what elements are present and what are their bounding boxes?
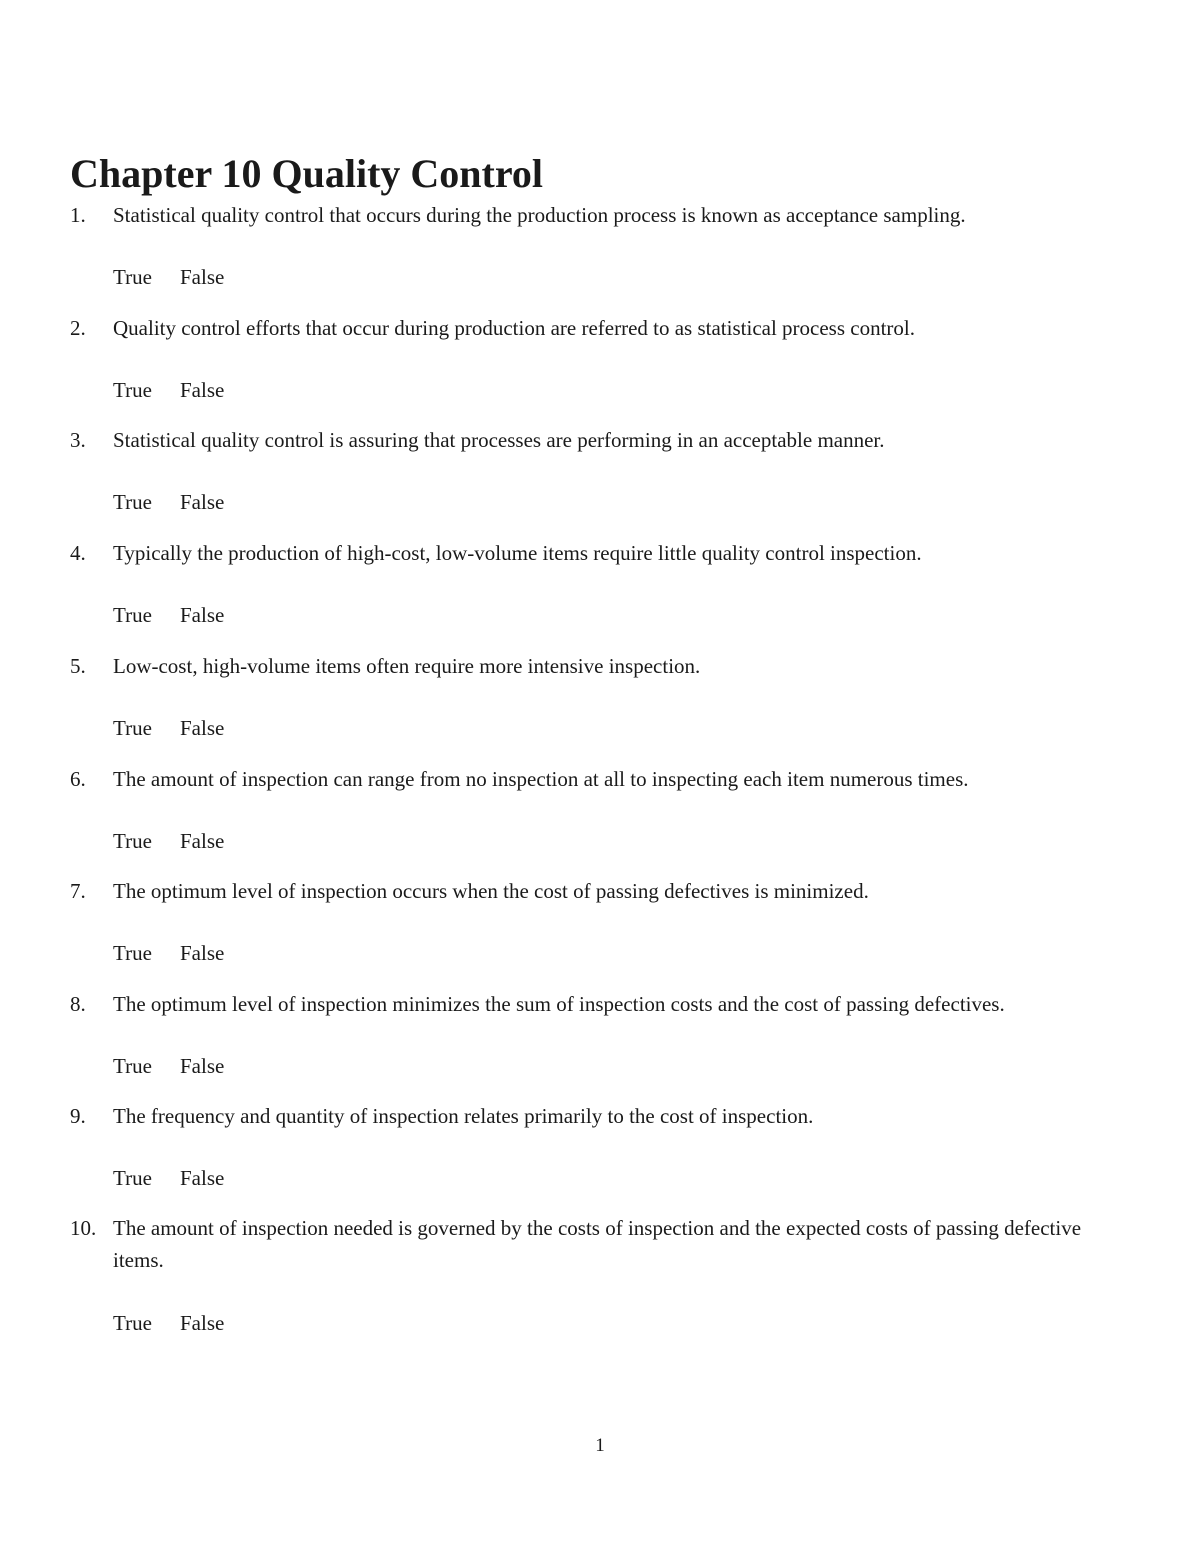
question-number: 6. <box>70 767 86 791</box>
question-text: Statistical quality control is assuring that processes are performing in an acceptable manner. <box>113 428 885 452</box>
question-number: 3. <box>70 428 86 452</box>
true-false-options <box>113 486 224 518</box>
question-text: The frequency and quantity of inspection relates primarily to the cost of inspection. <box>113 1104 814 1128</box>
question-text: Statistical quality control that occurs during the production process is known as acceptance sampling. <box>113 203 966 227</box>
option-false[interactable]: False <box>180 1054 225 1078</box>
option-true[interactable]: True <box>113 265 152 289</box>
chapter-title: Chapter 10 Quality Control <box>70 151 543 196</box>
question-number: 5. <box>70 654 86 678</box>
question-number: 7. <box>70 879 86 903</box>
option-true[interactable]: True <box>113 941 152 965</box>
option-true[interactable]: True <box>113 490 152 514</box>
option-false[interactable]: False <box>180 716 225 740</box>
option-true[interactable]: True <box>113 829 152 853</box>
option-false[interactable]: False <box>180 490 225 514</box>
question-text: The optimum level of inspection occurs when the cost of passing defectives is minimized. <box>113 879 869 903</box>
question-text: Typically the production of high-cost, low-volume items require little quality control inspection. <box>113 541 922 565</box>
question-number: 1. <box>70 203 86 227</box>
true-false-options <box>113 261 224 293</box>
true-false-options <box>113 712 224 744</box>
option-true[interactable]: True <box>113 1311 152 1335</box>
question-text: The amount of inspection needed is governed by the costs of inspection and the expected costs of passing defective items. <box>113 1216 1082 1272</box>
true-false-options <box>113 599 224 631</box>
question-number: 2. <box>70 316 86 340</box>
question-text: Low-cost, high-volume items often require more intensive inspection. <box>113 654 701 678</box>
question-number: 4. <box>70 541 86 565</box>
true-false-options <box>113 937 224 969</box>
option-false[interactable]: False <box>180 603 225 627</box>
true-false-options <box>113 1162 224 1194</box>
question-number: 9. <box>70 1104 86 1128</box>
page-number: 1 <box>595 1435 605 1456</box>
option-true[interactable]: True <box>113 716 152 740</box>
question-text: The amount of inspection can range from no inspection at all to inspecting each item numerous times. <box>113 767 969 791</box>
true-false-options <box>113 374 224 406</box>
true-false-options <box>113 1307 224 1339</box>
option-false[interactable]: False <box>180 265 225 289</box>
option-true[interactable]: True <box>113 603 152 627</box>
question-text: The optimum level of inspection minimizes the sum of inspection costs and the cost of passing defectives. <box>113 992 1005 1016</box>
option-false[interactable]: False <box>180 1311 225 1335</box>
question-text: Quality control efforts that occur during production are referred to as statistical process control. <box>113 316 916 340</box>
true-false-options <box>113 1050 224 1082</box>
option-true[interactable]: True <box>113 1054 152 1078</box>
option-false[interactable]: False <box>180 378 225 402</box>
option-false[interactable]: False <box>180 1166 225 1190</box>
option-true[interactable]: True <box>113 378 152 402</box>
question-number: 10. <box>70 1216 97 1240</box>
question-number: 8. <box>70 992 86 1016</box>
option-false[interactable]: False <box>180 829 225 853</box>
option-true[interactable]: True <box>113 1166 152 1190</box>
true-false-options <box>113 825 224 857</box>
option-false[interactable]: False <box>180 941 225 965</box>
